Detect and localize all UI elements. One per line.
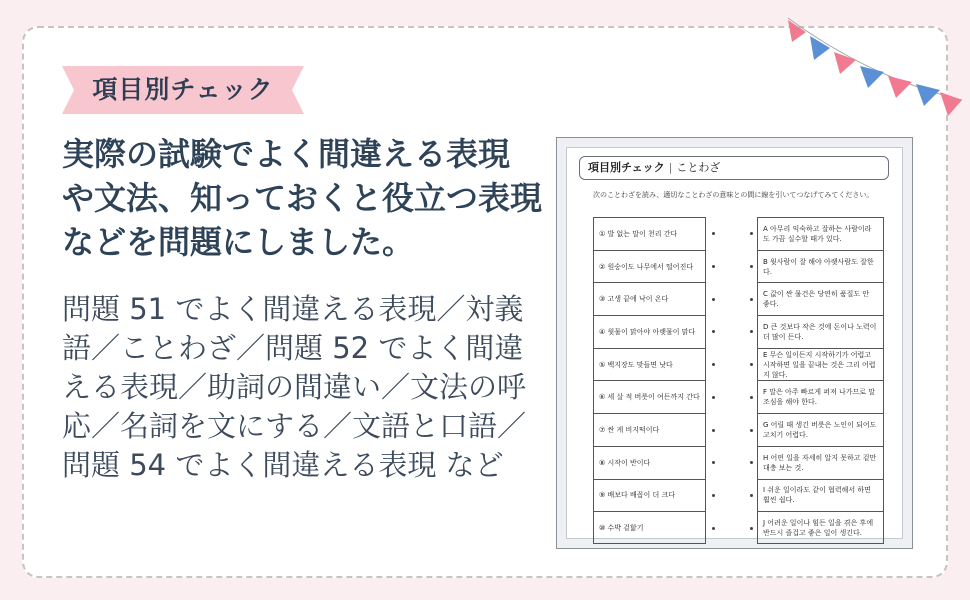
topic-list-text: 問題 51 でよく間違える表現／対義語／ことわざ／問題 52 でよく間違える表現／助詞の間違い／文法の呼応／名詞を文にする／文語と口語／問題 54 でよく間違える表現 など <box>62 292 527 482</box>
connector-dot <box>712 330 715 333</box>
connector-dot <box>750 429 753 432</box>
connector-dot <box>712 527 715 530</box>
proverb-item: ⑥ 세 살 적 버릇이 여든까지 간다 <box>593 380 706 413</box>
connector-dot <box>750 494 753 497</box>
proverb-column <box>593 217 706 544</box>
proverb-item: ① 발 없는 말이 천리 간다 <box>593 217 706 250</box>
section-tag <box>62 64 304 116</box>
connector-dot <box>712 429 715 432</box>
meaning-item: H 어떤 일을 자세히 알지 못하고 겉만 대충 보는 것. <box>757 446 884 479</box>
section-tag-label: 項目別チェック <box>92 75 274 104</box>
proverb-item: ⑤ 백지장도 맞들면 낫다 <box>593 348 706 381</box>
connector-dot <box>750 265 753 268</box>
connector-dot <box>750 527 753 530</box>
connector-dot <box>712 494 715 497</box>
bunting-decoration <box>780 8 965 123</box>
connector-dot <box>750 461 753 464</box>
meaning-item: G 어릴 때 생긴 버릇은 노인이 되어도 고치기 어렵다. <box>757 413 884 446</box>
connector-dot <box>750 298 753 301</box>
worksheet-instructions: 次のことわざを読み、適切なことわざの意味との間に線を引いてつなげてみてください。 <box>593 191 874 199</box>
worksheet-title-separator: | <box>668 161 673 174</box>
connector-dot <box>712 232 715 235</box>
connector-dot <box>750 232 753 235</box>
proverb-item: ⑧ 시작이 반이다 <box>593 446 706 479</box>
meaning-item: E 무슨 일이든지 시작하기가 어렵고 시작하면 일을 끝내는 것은 그리 어렵지 않다. <box>757 348 884 381</box>
meaning-item: J 어려운 일이나 힘든 일을 겪은 후에 반드시 즐겁고 좋은 일이 생긴다. <box>757 511 884 544</box>
proverb-item: ④ 윗물이 맑아야 아랫물이 맑다 <box>593 315 706 348</box>
connector-dot <box>712 461 715 464</box>
worksheet-title-sub: ことわざ <box>676 161 721 174</box>
proverb-item: ⑦ 싼 게 비지떡이다 <box>593 413 706 446</box>
meaning-item: A 아무리 익숙하고 잘하는 사람이라도 가끔 실수할 때가 있다. <box>757 217 884 250</box>
proverb-item: ③ 고생 끝에 낙이 온다 <box>593 282 706 315</box>
worksheet-preview <box>556 137 913 549</box>
worksheet-title <box>579 156 889 180</box>
meaning-item: B 윗사람이 잘 해야 아랫사람도 잘한다. <box>757 250 884 283</box>
connector-dot <box>750 330 753 333</box>
connector-dot <box>750 363 753 366</box>
connector-dot <box>712 298 715 301</box>
connector-dot <box>712 265 715 268</box>
connector-dot <box>712 396 715 399</box>
worksheet-page <box>566 147 903 539</box>
connector-dot <box>750 396 753 399</box>
meaning-column <box>757 217 884 544</box>
meaning-item: C 값이 싼 물건은 당연히 품질도 안 좋다. <box>757 282 884 315</box>
headline: 実際の試験でよく間違える表現 や文法、知っておくと役立つ表現などを問題にしました。 <box>62 135 543 261</box>
meaning-item: I 쉬운 일이라도 같이 협력해서 하면 훨씬 쉽다. <box>757 479 884 512</box>
proverb-item: ⑨ 배보다 배꼽이 더 크다 <box>593 479 706 512</box>
proverb-item: ⑩ 수박 겉핥기 <box>593 511 706 544</box>
connector-dot <box>712 363 715 366</box>
meaning-item: D 큰 것보다 작은 것에 돈이나 노력이 더 많이 든다. <box>757 315 884 348</box>
worksheet-title-main: 項目別チェック <box>588 161 665 174</box>
proverb-item: ② 원숭이도 나무에서 떨어진다 <box>593 250 706 283</box>
meaning-item: F 말은 아주 빠르게 퍼져 나가므로 말조심을 해야 한다. <box>757 380 884 413</box>
